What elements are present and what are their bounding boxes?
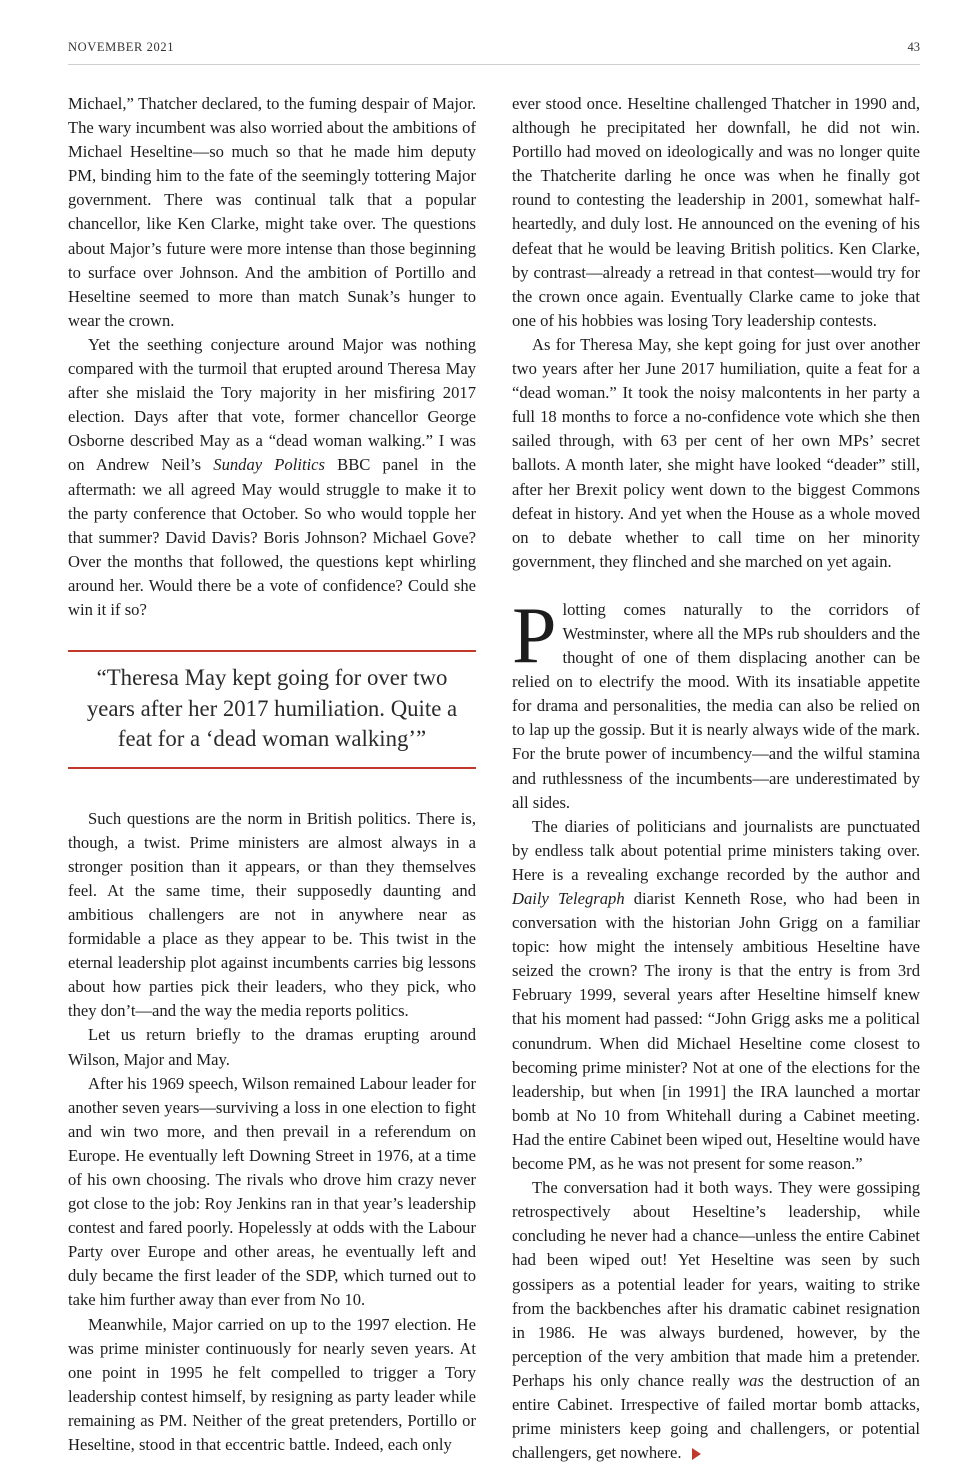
italic-word: was xyxy=(738,1370,764,1390)
paragraph-dropcap: Plotting comes naturally to the corridors of Westminster, where all the MPs rub shoulders and the thought of one of them displacing another can be relied on to electrify the mood. With its insatiable appetite for drama and personalities, the media can also be relied on to lap up the gossip. But it is nearly always wide of the mark. For the brute power of incumbency—and the wilful stamina and ruthlessness of the incumbents—are underestimated by all sides. xyxy=(512,591,920,812)
paragraph: After his 1969 speech, Wilson remained Labour leader for another seven years—surviving a loss in one election to fight and win two more, and then prevail in a referendum on Europe. He eventually left Downing Street in 1976, at a time of his own choosing. The rivals who drove him crazy never got close to the job: Roy Jenkins ran in that year’s leadership contest and fared poorly. Hopelessly at odds with the Labour Party over Europe and other areas, he eventually left and duly became the first leader of the SDP, which turned out to take him further away than ever from No 10. xyxy=(68,1073,476,1310)
page-number: 43 xyxy=(907,40,920,54)
right-column xyxy=(512,92,920,1465)
paragraph: ever stood once. Heseltine challenged Thatcher in 1990 and, although he precipitated her downfall, he did not win. Portillo had moved on ideologically and was no longer quite the Thatcherite darling he once was when he finally got round to contesting the leadership in 2001, somewhat half-heartedly, and duly lost. He announced on the evening of his defeat that he would be leaving British politics. Ken Clarke, by contrast—already a retread in that contest—would try for the crown once again. Eventually Clarke came to joke that one of his hobbies was losing Tory leadership contests. xyxy=(512,94,920,330)
italic-title: Daily Telegraph xyxy=(512,889,625,908)
paragraph: Michael,” Thatcher declared, to the fuming despair of Major. The wary incumbent was also worried about the ambitions of Michael Heseltine—so much so that he made him deputy PM, binding him to the fate of the seemingly tottering Major government. There was continual talk that a popular chancellor, like Ken Clarke, might take over. The questions about Major’s future were more intense than those beginning to surface over Johnson. And the ambition of Portillo and Heseltine seemed to more than match Sunak’s hunger to wear the crown. xyxy=(68,94,476,330)
left-column xyxy=(68,92,476,1457)
drop-cap: P xyxy=(512,591,557,680)
paragraph: The conversation had it both ways. They were gossiping retrospectively about Heseltine’s leadership, while concluding he never had a chance—unless the entire Cabinet had been wiped out! Yet Heseltine was seen by such gossipers as a potential leader for years, waiting to strike from the backbenches after his dramatic cabinet resignation in 1986. He was always burdened, however, by the perception of the very ambition that made him a pretender. Perhaps his only chance really was the destruction of an entire Cabinet. Irrespective of failed mortar bomb attacks, prime ministers keep going and challengers, or potential challengers, get nowhere. xyxy=(512,1178,920,1463)
continue-arrow-icon xyxy=(692,1448,701,1460)
section-start xyxy=(512,591,920,815)
paragraph: Let us return briefly to the dramas erupting around Wilson, Major and May. xyxy=(68,1025,476,1069)
header-rule xyxy=(68,64,920,65)
paragraph: As for Theresa May, she kept going for just over another two years after her June 2017 humiliation, quite a feat for a “dead woman.” It took the noisy malcontents in her party a full 18 months to force a no-confidence vote which she then sailed through, with 63 per cent of her own MPs’ secret ballots. A month later, she might have looked “deader” still, after her Brexit policy went down to the biggest Commons defeat in history. And yet when the House as a whole moved on to debate whether to call time on her minority government, they flinched and she marched on yet again. xyxy=(512,334,920,571)
italic-title: Sunday Politics xyxy=(213,455,325,475)
pull-quote: “Theresa May kept going for over two years after her 2017 humiliation. Quite a feat for a ‘dead woman walking’” xyxy=(68,650,476,769)
paragraph: Meanwhile, Major carried on up to the 1997 election. He was prime minister continuously for nearly seven years. At one point in 1995 he felt compelled to trigger a Tory leadership contest himself, by resigning as party leader while remaining as PM. Neither of the great pretenders, Portillo or Heseltine, stood in that eccentric battle. Indeed, each only xyxy=(68,1314,476,1454)
paragraph: Yet the seething conjecture around Major was nothing compared with the turmoil that erupted around Theresa May after she mislaid the Tory majority in her misfiring 2017 election. Days after that vote, former chancellor George Osborne described May as a “dead woman walking.” I was on Andrew Neil’s Sunday Politics BBC panel in the aftermath: we all agreed May would struggle to make it to the party conference that October. So who would topple her that summer? David Davis? Boris Johnson? Michael Gove? Over the months that followed, the questions kept whirling around her. Would there be a vote of confidence? Could she win it if so? xyxy=(68,334,476,619)
paragraph: Such questions are the norm in British politics. There is, though, a twist. Prime ministers are almost always in a stronger position than it appears, or than they themselves feel. At the same time, their supposedly daunting and ambitious challengers are not in anywhere near as formidable a place as they appear to be. This twist in the eternal leadership plot against incumbents carries big lessons about how parties pick their leaders, who they pick, who they don’t—and the way the media reports politics. xyxy=(68,808,476,1021)
running-head xyxy=(68,40,920,55)
issue-date: NOVEMBER 2021 xyxy=(68,40,175,54)
paragraph: The diaries of politicians and journalists are punctuated by endless talk about potential prime ministers taking over. Here is a revealing exchange recorded by the author and Daily Telegraph diarist Kenneth Rose, who had been in conversation with the historian John Grigg on a familiar topic: how might the intensely ambitious Heseltine have seized the crown? The irony is that the entry is from 3rd February 1999, several years after Heseltine himself knew that his moment had passed: “John Grigg asks me a political conundrum. When did Michael Heseltine come closest to becoming prime minister? Not at one of the elections for the leadership, but when [in 1991] the IRA launched a mortar bomb at No 10 from Whitehall during a Cabinet meeting. Had the entire Cabinet been wiped out, Heseltine would have become PM, as he was not present for some reason.” xyxy=(512,816,920,1174)
